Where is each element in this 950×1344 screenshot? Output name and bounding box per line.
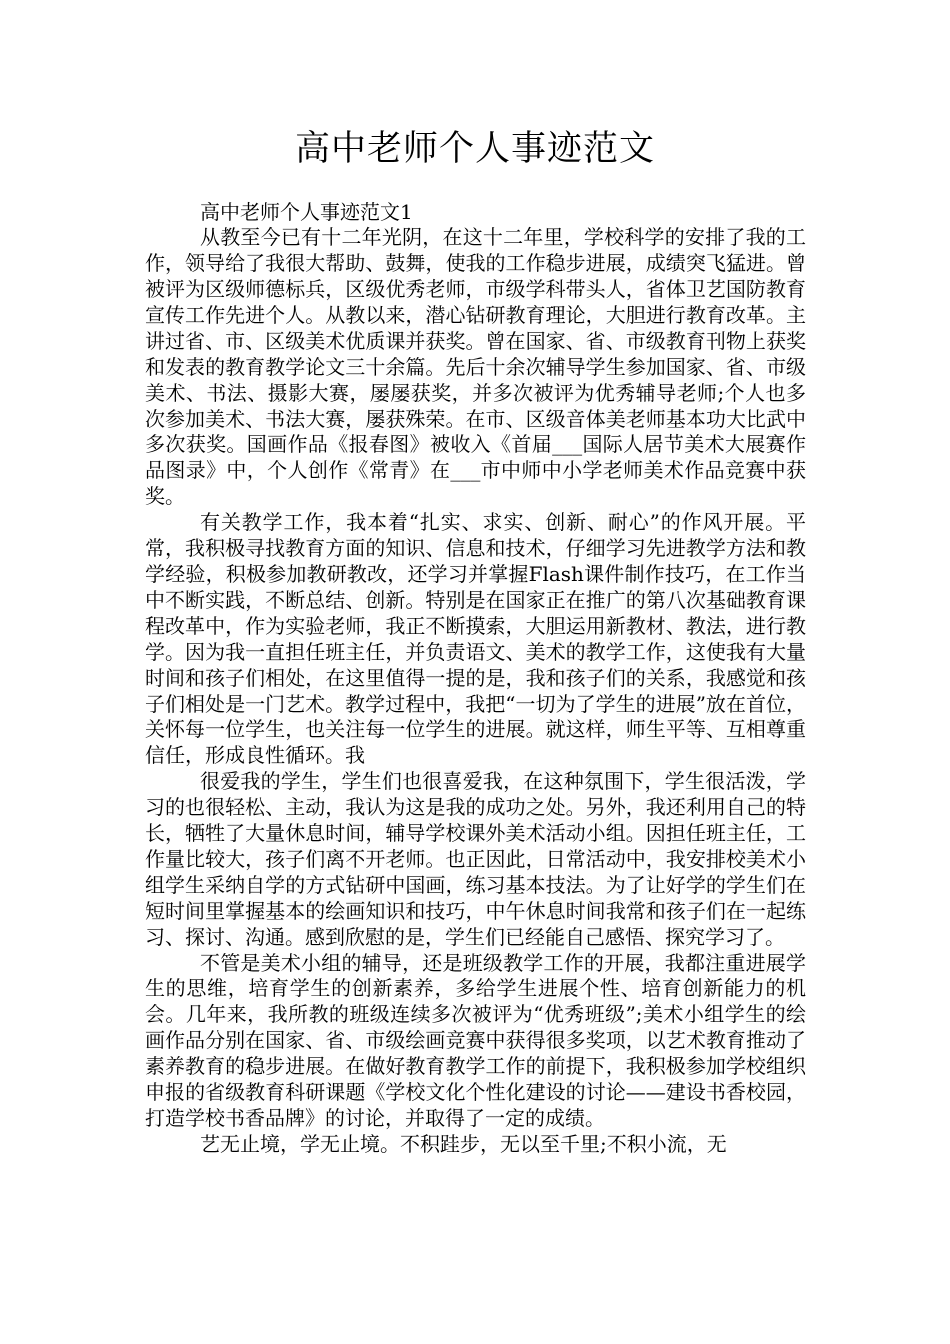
paragraph-5: 艺无止境，学无止境。不积跬步，无以至千里;不积小流，无 [200,1131,727,1156]
paragraph-3: 很爱我的学生，学生们也很喜爱我，在这种氛围下，学生很活泼，学习的也很轻松、主动，我认为这是我的成功之处。另外，我还利用自己的特长，牺牲了大量休息时间，辅导学校课外美术活动小组。因担任班主任，工作量比较大，孩子们离不开老师。也正因此，日常活动中，我安排校美术小组学生采纳自学的方式钻研中国画，练习基本技法。为了让好学的学生们在短时间里掌握基本的绘画知识和技巧，中午休息时间我常和孩子们在一起练习、探讨、沟通。感到欣慰的是，学生们已经能自己感悟、探究学习了。 [145,769,806,949]
paragraph-4: 不管是美术小组的辅导，还是班级教学工作的开展，我都注重进展学生的思维，培育学生的创新素养，多给学生进展个性、培育创新能力的机会。几年来，我所教的班级连续多次被评为“优秀班级”;美术小组学生的绘画作品分别在国家、省、市级绘画竞赛中获得很多奖项，以艺术教育推动了素养教育的稳步进展。在做好教育教学工作的前提下，我积极参加学校组织申报的省级教育科研课题《学校文化个性化建设的讨论——建设书香校园，打造学校书香品牌》的讨论，并取得了一定的成绩。 [145,950,806,1131]
paragraph-1: 从教至今已有十二年光阴，在这十二年里，学校科学的安排了我的工作，领导给了我很大帮助、鼓舞，使我的工作稳步进展，成绩突飞猛进。曾被评为区级师德标兵，区级优秀老师，市级学科带头人，省体卫艺国防教育宣传工作先进个人。从教以来，潜心钻研教育理论，大胆进行教育改革。主讲过省、市、区级美术优质课并获奖。曾在国家、省、市级教育刊物上获奖和发表的教育教学论文三十余篇。先后十余次辅导学生参加国家、省、市级美术、书法、摄影大赛，屡屡获奖，并多次被评为优秀辅导老师;个人也多次参加美术、书法大赛，屡获殊荣。在市、区级音体美老师基本功大比武中多次获奖。国画作品《报春图》被收入《首届___国际人居节美术大展赛作品图录》中，个人创作《常青》在___市中师中小学老师美术作品竞赛中获奖。 [145,225,806,509]
document-body [145,199,806,1158]
document-title: 高中老师个人事迹范文 [294,129,655,169]
section-subtitle: 高中老师个人事迹范文1 [200,200,413,224]
paragraph-2: 有关教学工作，我本着“扎实、求实、创新、耐心”的作风开展。平常，我积极寻找教育方面的知识、信息和技术，仔细学习先进教学方法和教学经验，积极参加教研教改，还学习并掌握Flash课件制作技巧，在工作当中不断实践，不断总结、创新。特别是在国家正在推广的第八次基础教育课程改革中，作为实验老师，我正不断摸索，大胆运用新教材、教法，进行教学。因为我一直担任班主任，并负责语文、美术的教学工作，这使我有大量时间和孩子们相处，在这里值得一提的是，我和孩子们的关系，我感觉和孩子们相处是一门艺术。教学过程中，我把“一切为了学生的进展”放在首位，关怀每一位学生，也关注每一位学生的进展。就这样，师生平等、互相尊重信任，形成良性循环。我 [145,510,806,768]
